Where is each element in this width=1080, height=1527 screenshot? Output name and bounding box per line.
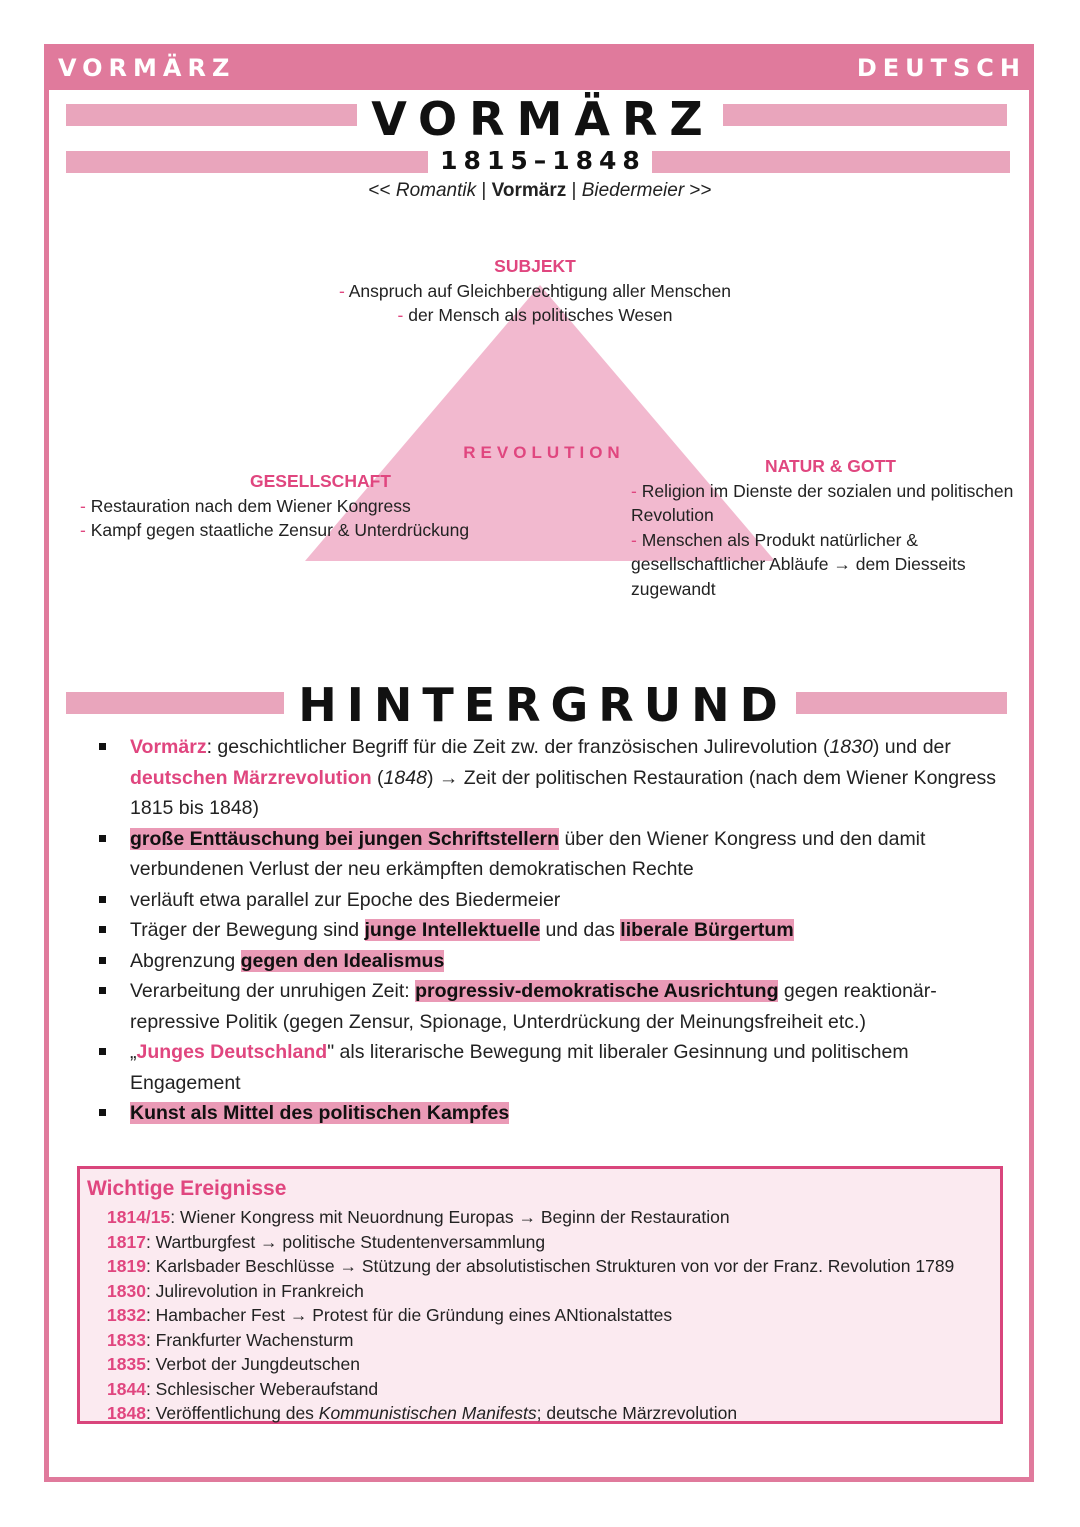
society-block xyxy=(80,469,560,543)
header-right-label: DEUTSCH xyxy=(856,54,1026,82)
event-item: 1833: Frankfurter Wachensturm xyxy=(107,1329,354,1350)
event-item: 1814/15: Wiener Kongress mit Neuordnung Europas → Beginn der Restauration xyxy=(107,1207,730,1227)
list-item: Abgrenzung gegen den Idealismus xyxy=(96,946,1016,977)
list-item: verläuft etwa parallel zur Epoche des Biedermeier xyxy=(96,885,1016,916)
event-item: 1835: Verbot der Jungdeutschen xyxy=(107,1354,360,1374)
list-item: Vormärz: geschichtlicher Begriff für die Zeit zw. der französischen Julirevolution (1830) und der deutschen Märzrevolution (1848) → Zeit der politischen Restauration (nach dem Wiener Kongress 1815 bis 1848) xyxy=(96,732,1016,824)
page-title: VORMÄRZ xyxy=(0,92,1080,146)
subject-item-2: - der Mensch als politisches Wesen xyxy=(397,305,673,325)
list-item: Träger der Bewegung sind junge Intellektuelle und das liberale Bürgertum xyxy=(96,915,1016,946)
background-list xyxy=(96,732,1016,1129)
epoch-years: 1815–1848 xyxy=(0,146,1080,175)
events-title: Wichtige Ereignisse xyxy=(87,1177,287,1200)
section-title-hintergrund: HINTERGRUND xyxy=(0,678,1080,732)
header-left-label: VORMÄRZ xyxy=(58,54,236,82)
event-item: 1844: Schlesischer Weberaufstand xyxy=(107,1378,379,1399)
nature-block xyxy=(631,454,1031,601)
event-item: 1819: Karlsbader Beschlüsse → Stützung der absolutistischen Strukturen von vor der Franz. Revolution 1789 xyxy=(107,1256,955,1276)
nature-item-1: - Religion im Dienste der sozialen und politischen Revolution xyxy=(631,480,1014,525)
list-item: Verarbeitung der unruhigen Zeit: progressiv-demokratische Ausrichtung gegen reaktionär-repressive Politik (gegen Zensur, Spionage, Unterdrückung der Meinungsfreiheit etc.) xyxy=(96,976,1016,1037)
subject-item-1: - Anspruch auf Gleichberechtigung aller Menschen xyxy=(338,280,732,301)
epoch-current: Vormärz xyxy=(491,180,567,201)
subject-heading: SUBJEKT xyxy=(494,256,576,276)
society-item-2: - Kampf gegen staatliche Zensur & Unterdrückung xyxy=(80,520,470,540)
society-heading: GESELLSCHAFT xyxy=(250,471,391,491)
epoch-sequence: << Romantik | Vormärz | Biedermeier >> xyxy=(368,180,712,201)
list-item: große Enttäuschung bei jungen Schriftstellern über den Wiener Kongress und den damit verbundenen Verlust der neu erkämpften demokratischen Rechte xyxy=(96,824,1016,885)
nature-item-2: - Menschen als Produkt natürlicher & gesellschaftlicher Abläufe → dem Diesseits zugewandt xyxy=(631,529,966,599)
nature-heading: NATUR & GOTT xyxy=(765,456,896,476)
events-box xyxy=(77,1166,1003,1424)
event-item: 1832: Hambacher Fest → Protest für die Gründung eines ANtionalstattes xyxy=(107,1305,673,1325)
revolution-label: REVOLUTION xyxy=(463,443,625,462)
events-list xyxy=(107,1205,954,1426)
epoch-next: Biedermeier xyxy=(581,180,685,201)
list-item: Kunst als Mittel des politischen Kampfes xyxy=(96,1098,1016,1129)
subject-block xyxy=(330,254,740,328)
event-item: 1830: Julirevolution in Frankreich xyxy=(107,1280,364,1301)
epoch-prev: Romantik xyxy=(395,180,477,201)
event-item: 1848: Veröffentlichung des Kommunistischen Manifests; deutsche Märzrevolution xyxy=(107,1403,738,1423)
list-item: „Junges Deutschland" als literarische Bewegung mit liberaler Gesinnung und politischem Engagement xyxy=(96,1037,1016,1098)
society-item-1: - Restauration nach dem Wiener Kongress xyxy=(80,495,411,516)
event-item: 1817: Wartburgfest → politische Studentenversammlung xyxy=(107,1231,546,1252)
